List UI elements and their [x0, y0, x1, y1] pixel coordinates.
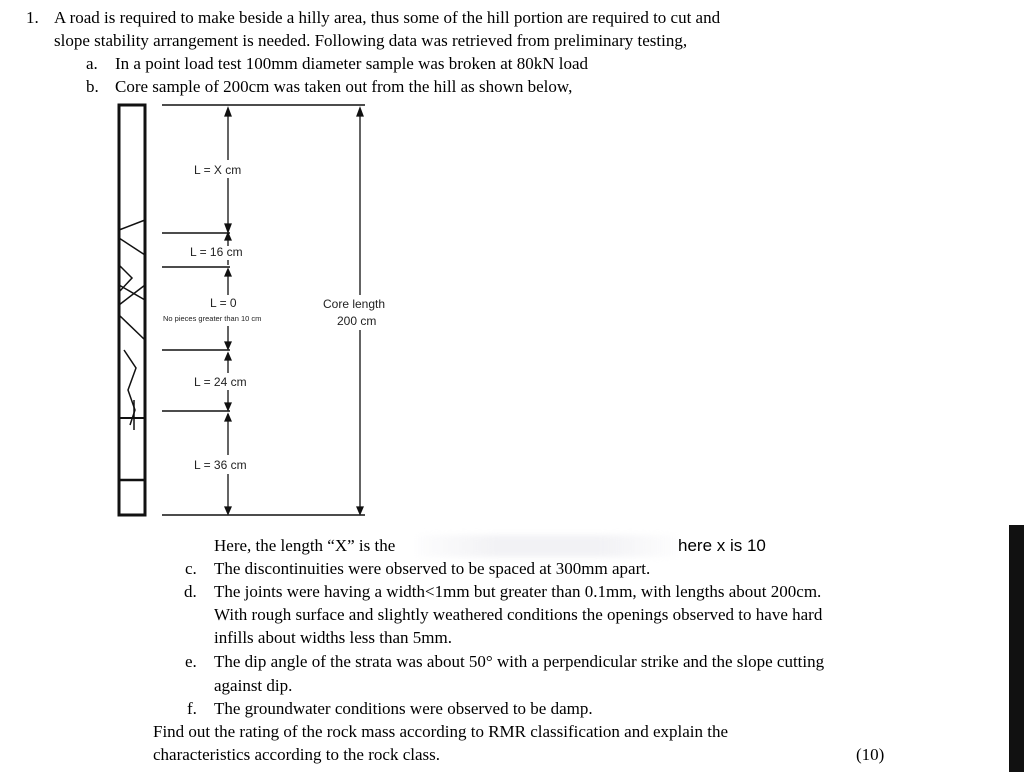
item-c-marker: c.: [185, 559, 197, 578]
item-d-line3: infills about widths less than 5mm.: [214, 628, 452, 647]
item-f-text: The groundwater conditions were observed to be damp.: [214, 699, 593, 718]
item-d-line1: The joints were having a width<1mm but greater than 0.1mm, with lengths about 200cm.: [214, 582, 822, 601]
item-b-text: Core sample of 200cm was taken out from the hill as shown below,: [115, 77, 573, 96]
label-piece-16: L = 16 cm: [190, 245, 243, 259]
item-d-line2: With rough surface and slightly weathered conditions the openings observed to have hard: [214, 605, 823, 624]
item-a-marker: a.: [86, 54, 98, 73]
item-c-text: The discontinuities were observed to be spaced at 300mm apart.: [214, 559, 651, 578]
label-core-length: Core length: [323, 297, 386, 311]
label-piece-36: L = 36 cm: [194, 458, 247, 472]
item-b-marker: b.: [86, 77, 99, 96]
redacted-region: [418, 535, 676, 557]
question-number: 1.: [26, 8, 39, 27]
label-core-value: 200 cm: [337, 314, 377, 328]
final-line1: Find out the rating of the rock mass according to RMR classification and explain the: [153, 722, 729, 741]
right-edge-bar: [1009, 525, 1024, 772]
label-no-pieces: No pieces greater than 10 cm: [163, 314, 262, 323]
note-suffix: here x is 10: [678, 536, 766, 555]
item-a-text: In a point load test 100mm diameter sample was broken at 80kN load: [115, 54, 589, 73]
item-e-line2: against dip.: [214, 676, 293, 695]
label-piece-24: L = 24 cm: [194, 375, 247, 389]
question-intro-line2: slope stability arrangement is needed. Following data was retrieved from preliminary testing,: [54, 31, 688, 50]
core-sample-diagram: [110, 100, 410, 520]
item-d-marker: d.: [184, 582, 197, 601]
marks: (10): [856, 745, 885, 764]
final-line2: characteristics according to the rock class.: [153, 745, 440, 764]
question-intro-line1: A road is required to make beside a hilly area, thus some of the hill portion are required to cut and: [54, 8, 721, 27]
core-column: [119, 105, 145, 515]
note-prefix: Here, the length “X” is the: [214, 536, 396, 555]
item-e-line1: The dip angle of the strata was about 50° with a perpendicular strike and the slope cutting: [214, 652, 825, 671]
label-piece-x: L = X cm: [194, 163, 242, 177]
core-fractures: [119, 220, 145, 480]
item-e-marker: e.: [185, 652, 197, 671]
label-piece-0: L = 0: [210, 296, 237, 310]
item-f-marker: f.: [187, 699, 197, 718]
dimension-arrows: [225, 108, 363, 514]
